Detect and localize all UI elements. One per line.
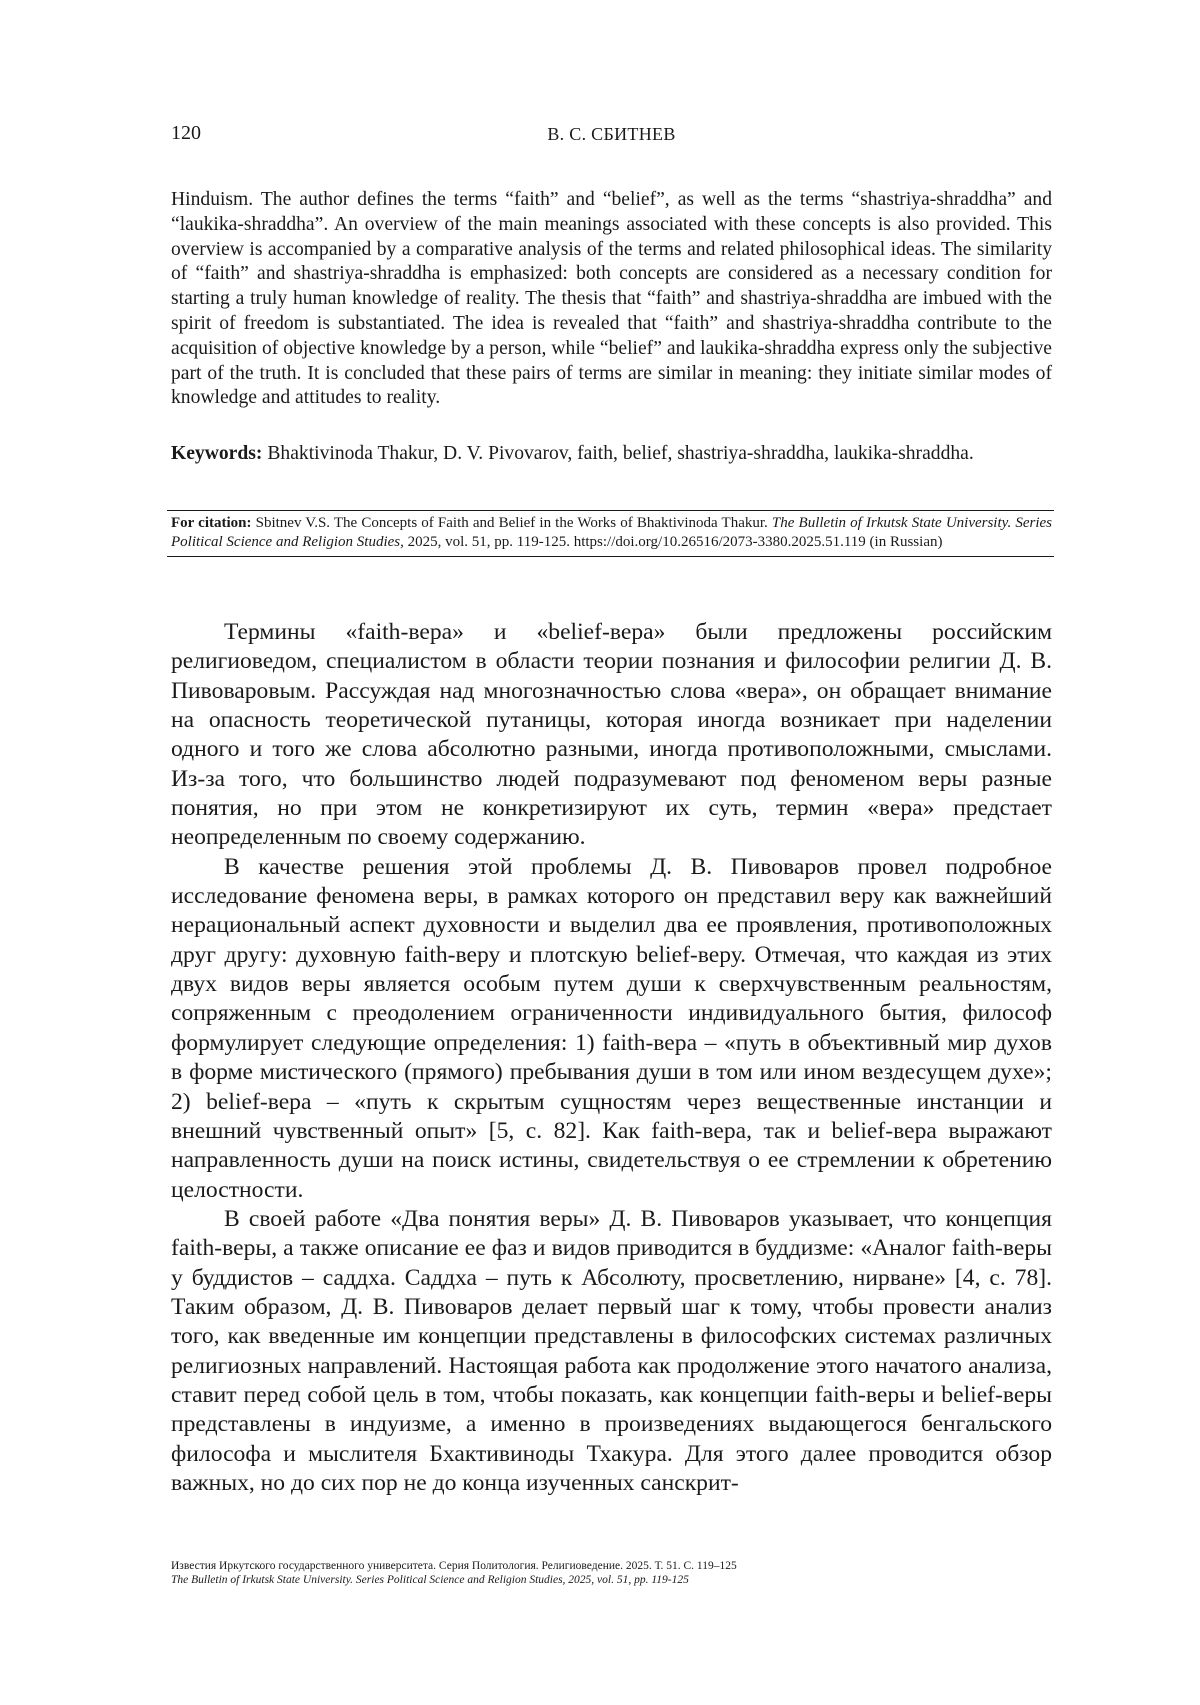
abstract-text: Hinduism. The author defines the terms “faith” and “belief”, as well as the terms “shastriya-shraddha” and “laukika-shraddha”. An overview of the main meanings associated with these concepts is also provided. This overview is accompanied by a comparative analysis of the terms and related philosophical ideas. The similarity of “faith” and shastriya-shraddha is emphasized: both concepts are considered as a necessary condition for starting a truly human knowledge of reality. The thesis that “faith” and shastriya-shraddha are imbued with the spirit of freedom is substantiated. The idea is revealed that “faith” and shastriya-shraddha contribute to the acquisition of objective knowledge by a person, while “belief” and laukika-shraddha express only the subjective part of the truth. It is concluded that these pairs of terms are similar in meaning: they initiate similar modes of knowledge and attitudes to reality. [171, 189, 1052, 409]
page-footer [171, 1559, 1052, 1587]
page-header [171, 122, 1052, 150]
footer-journal-ru: Известия Иркутского государственного университета. Серия Политология. Религиоведение. 2025. Т. 51. С. 119–125 [171, 1560, 737, 1572]
keywords [171, 442, 1052, 467]
citation-box [167, 510, 1054, 557]
body-paragraph: В качестве решения этой проблемы Д. В. Пивоваров провел подробное исследование феномена веры, в рамках которого он представил веру как важнейший нерациональный аспект духовности и выделил два ее проявления, противоположных друг другу: духовную faith-веру и плотскую belief-веру. Отмечая, что каждая из этих двух видов веры является особым путем души к сверхчувственным реальностям, сопряженным с преодолением ограниченности индивидуального бытия, философ формулирует следующие определения: 1) faith-вера – «путь в объективный мир духов в форме мистического (прямого) пребывания души в том или ином вездесущем духе»; 2) belief-вера – «путь к скрытым сущностям через вещественные инстанции и внешний чувственный опыт» [5, с. 82]. Как faith-вера, так и belief-вера выражают направленность души на поиск истины, свидетельствуя о ее стремлении к обретению целостности. [171, 853, 1052, 1203]
citation-details: 2025, vol. 51, pp. 119-125. https://doi.org/10.26516/2073-3380.2025.51.119 (in Russian) [407, 534, 943, 550]
footer-journal-en: The Bulletin of Irkutsk State University. Series Political Science and Religion Studies, 2025, vol. 51, pp. 119-125 [171, 1574, 689, 1586]
citation-authors-title: Sbitnev V.S. The Concepts of Faith and Belief in the Works of Bhaktivinoda Thakur. [255, 515, 768, 531]
page-number: 120 [171, 122, 201, 144]
citation-journal: The Bulletin of Irkutsk State University. Series Political Science and Religion Studies, [171, 515, 1053, 550]
article-body [171, 618, 1052, 1498]
body-paragraph: Термины «faith-вера» и «belief-вера» были предложены российским религиоведом, специалистом в области теории познания и философии религии Д. В. Пивоваровым. Рассуждая над многозначностью слова «вера», он обращает внимание на опасность теоретической путаницы, которая иногда возникает при наделении одного и того же слова абсолютно разными, иногда противоположными, смыслами. Из-за того, что большинство людей подразумевают под феноменом веры разные понятия, но при этом не конкретизируют их суть, термин «вера» предстает неопределенным по своему содержанию. [171, 619, 1052, 851]
keywords-label: Keywords: [171, 443, 263, 464]
body-paragraph: В своей работе «Два понятия веры» Д. В. Пивоваров указывает, что концепция faith-веры, а также описание ее фаз и видов приводится в буддизме: «Аналог faith-веры у буддистов – саддха. Саддха – путь к Абсолюту, просветлению, нирване» [4, с. 78]. Таким образом, Д. В. Пивоваров делает первый шаг к тому, чтобы провести анализ того, как введенные им концепции представлены в философских системах различных религиозных направлений. Настоящая работа как продолжение этого начатого анализа, ставит перед собой цель в том, чтобы показать, как концепции faith-веры и belief-веры представлены в индуизме, а именно в произведениях выдающегося бенгальского философа и мыслителя Бхактивиноды Тхакура. Для этого далее проводится обзор важных, но до сих пор не до конца изученных санскрит- [171, 1205, 1052, 1496]
keywords-text: Bhaktivinoda Thakur, D. V. Pivovarov, faith, belief, shastriya-shraddha, laukika-shraddha. [267, 443, 974, 464]
citation-label: For citation: [171, 515, 252, 531]
running-head: В. С. СБИТНЕВ [547, 124, 676, 144]
